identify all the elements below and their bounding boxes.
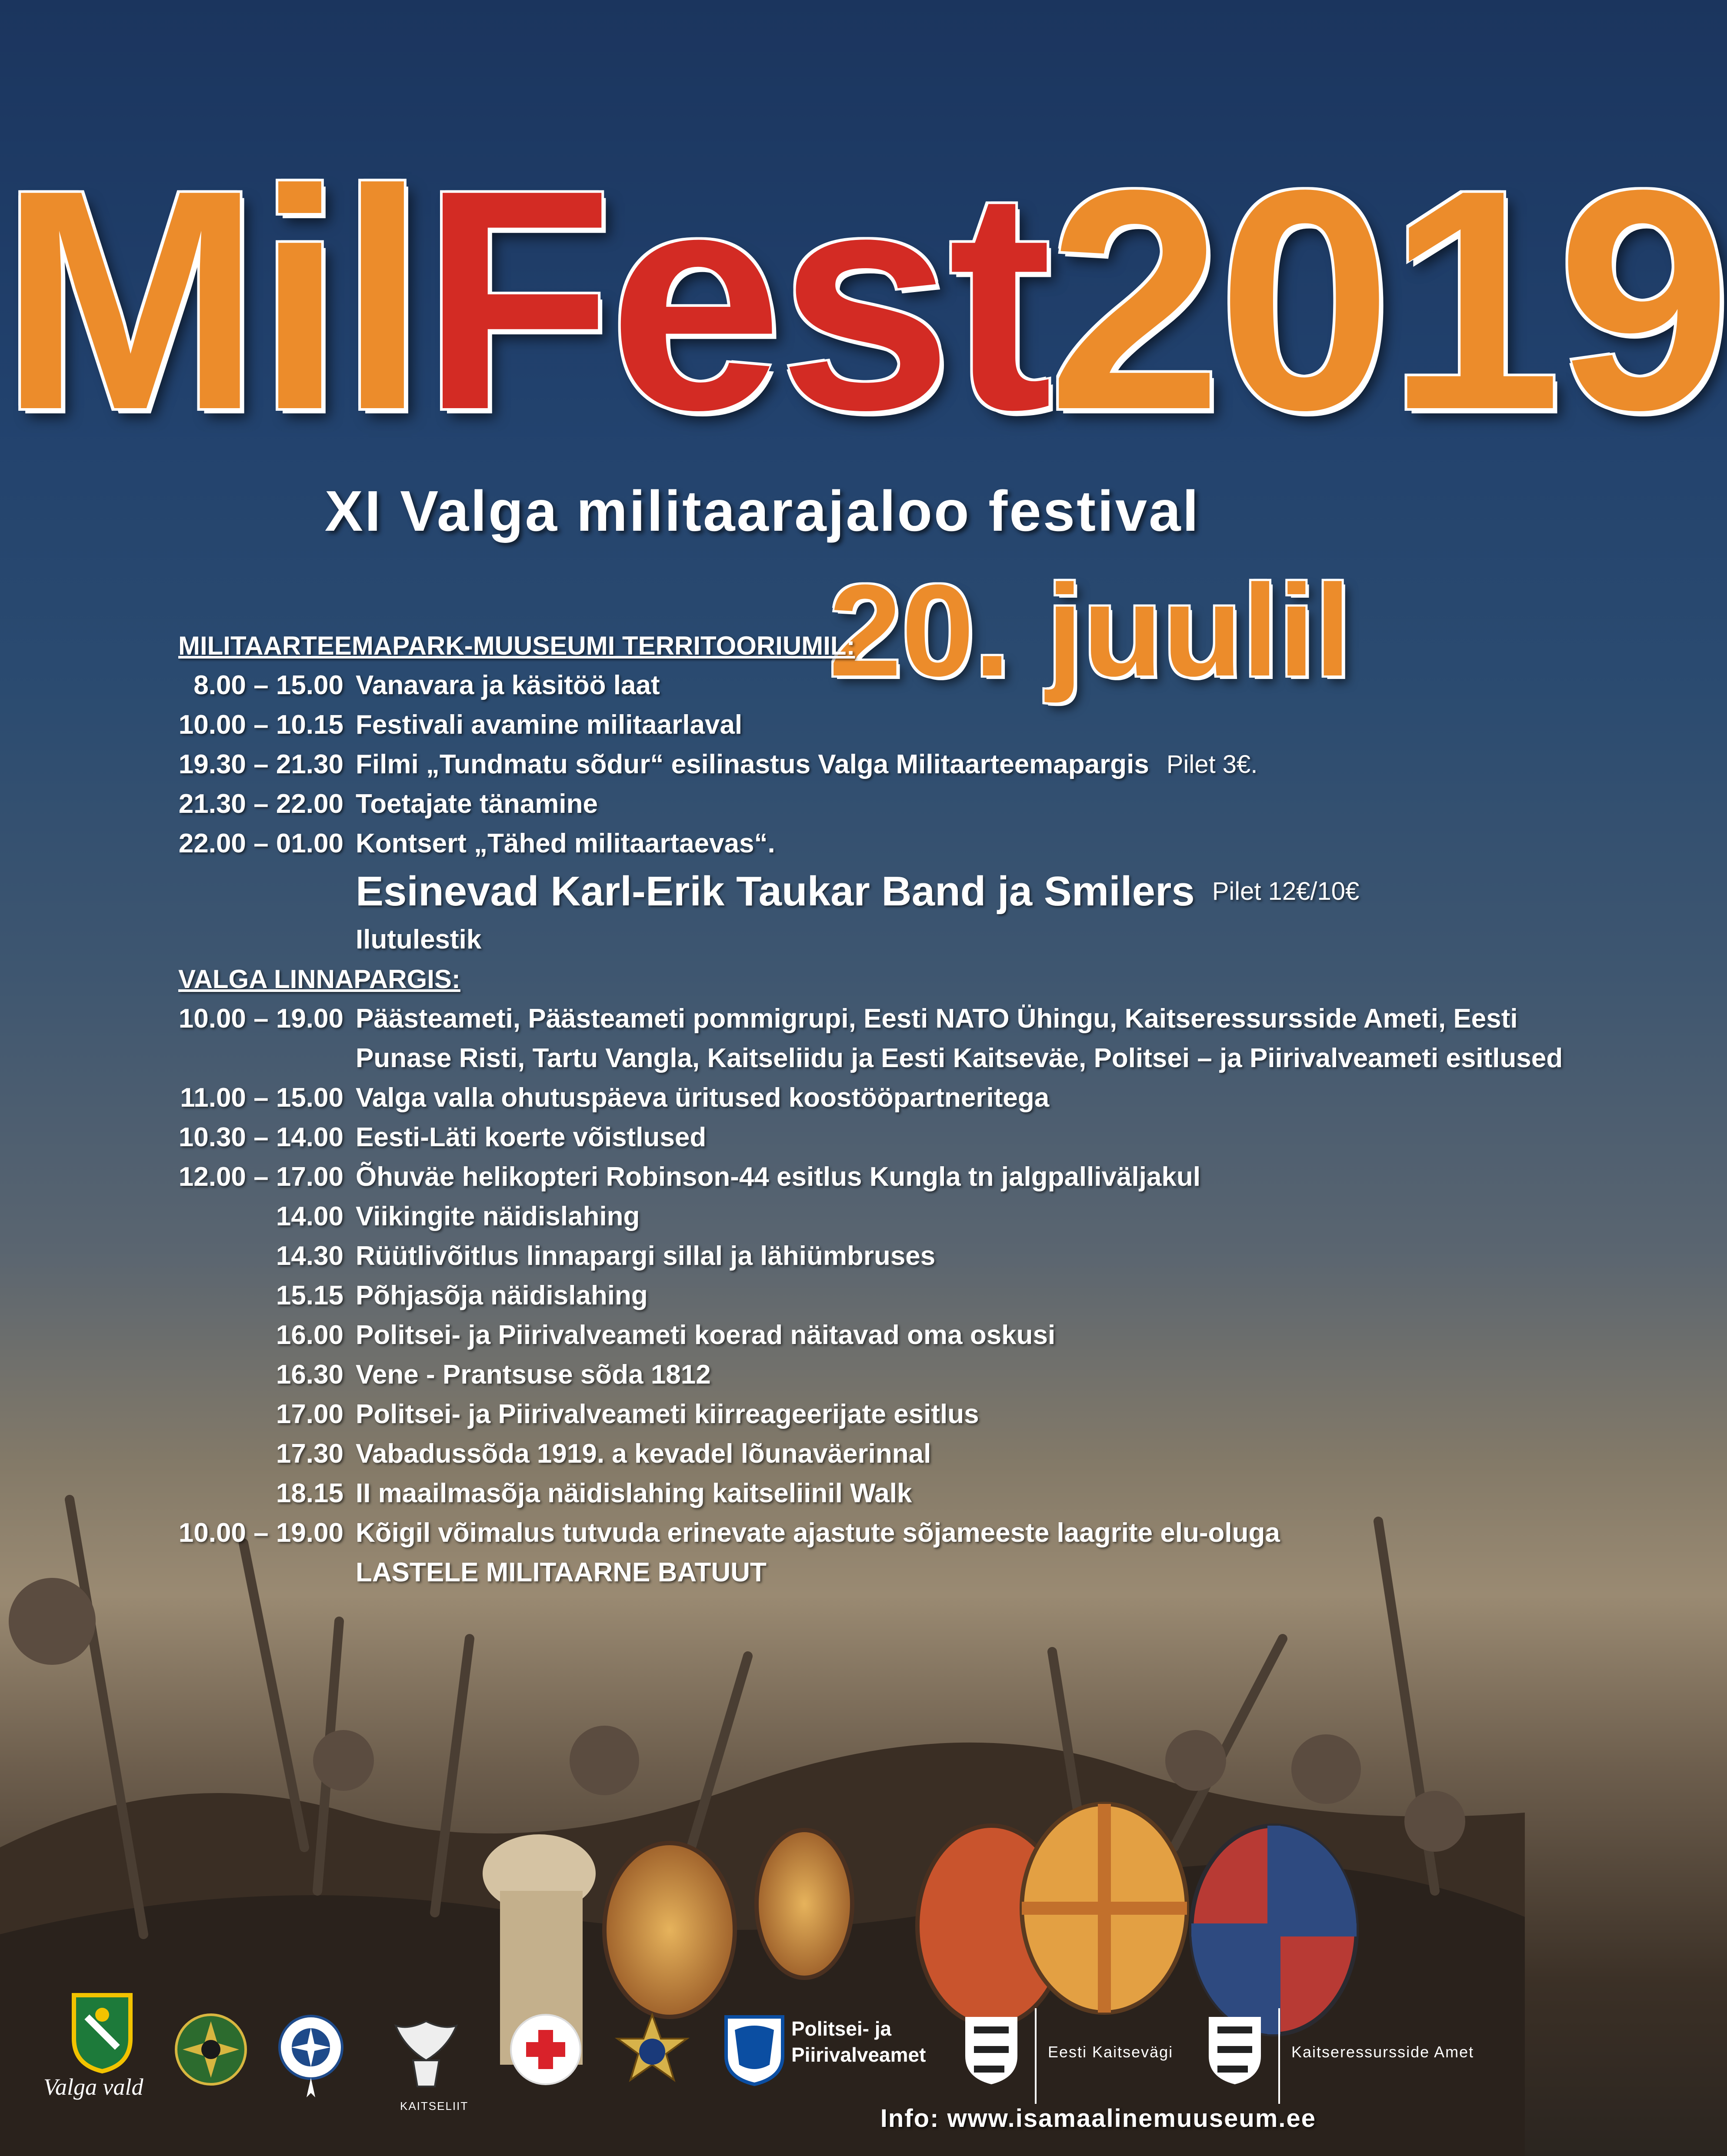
row-desc: Kontsert „Tähed militaartaevas“.: [356, 828, 775, 858]
row-desc: Vabadussõda 1919. a kevadel lõunaväerinnal: [356, 1439, 931, 1469]
schedule-row-continued: [178, 1038, 1563, 1078]
row-time: 8.00 – 15.00: [193, 670, 343, 700]
row-time: 21.30 – 22.00: [178, 789, 343, 819]
row-time: 10.00 – 10.15: [178, 710, 343, 740]
valga-vald-label: Valga vald: [43, 2074, 143, 2100]
schedule-row: [178, 1474, 1483, 1513]
schedule-row: [178, 1513, 1483, 1553]
kaitsevagi-label: Eesti Kaitsevägi: [1048, 2043, 1174, 2061]
row-desc: Kõigil võimalus tutvuda erinevate ajastute sõjameeste laagrite elu-oluga: [356, 1518, 1280, 1548]
schedule-row: [178, 1276, 1483, 1315]
row-desc: Festivali avamine militaarlaval: [356, 710, 743, 740]
prison-service-star-icon: [613, 2013, 691, 2091]
schedule-row: [178, 1315, 1483, 1355]
schedule-row: [178, 1394, 1483, 1434]
row-time: 12.00 – 17.00: [178, 1162, 343, 1192]
row-time: 11.00 – 15.00: [180, 1083, 343, 1113]
row-desc: Viikingite näidislahing: [356, 1201, 640, 1231]
kaitseliit-district-emblem-icon: [174, 2013, 248, 2086]
row-desc: Punase Risti, Tartu Vangla, Kaitseliidu ja Eesti Kaitseväe, Politsei – ja Piirivalveameti esitlused: [356, 1043, 1563, 1073]
logo-divider: [1035, 2008, 1037, 2104]
police-border-guard-shield-icon: [722, 2013, 787, 2086]
estonian-lions-coat-of-arms-icon: [961, 2013, 1022, 2086]
schedule-row: [178, 705, 1483, 745]
schedule-row: [178, 1355, 1483, 1394]
schedule-row: [178, 1236, 1483, 1276]
row-desc: Päästeameti, Päästeameti pommigrupi, Eesti NATO Ühingu, Kaitseressursside Ameti, Eesti: [356, 1004, 1518, 1034]
row-desc: Vene - Prantsuse sõda 1812: [356, 1360, 711, 1390]
row-desc: Politsei- ja Piirivalveameti koerad näitavad oma oskusi: [356, 1320, 1056, 1350]
info-website[interactable]: Info: www.isamaalinemuuseum.ee: [880, 2104, 1316, 2133]
row-desc: Eesti-Läti koerte võistlused: [356, 1122, 707, 1152]
nato-association-emblem-icon: [274, 2013, 348, 2099]
schedule-row: [178, 824, 1483, 863]
ppa-label-line1: Politsei- ja: [791, 2017, 892, 2040]
row-time: 18.15: [276, 1478, 343, 1508]
estonian-lions-coat-of-arms-icon: [1204, 2013, 1265, 2086]
row-time: 10.30 – 14.00: [178, 1122, 343, 1152]
row-desc: Valga valla ohutuspäeva üritused koostööpartneritega: [356, 1083, 1050, 1113]
row-time: 10.00 – 19.00: [178, 1518, 343, 1548]
schedule-row: [178, 1157, 1483, 1197]
red-cross-icon: [509, 2013, 583, 2086]
title-mil: Mil: [0, 125, 422, 475]
row-desc: Politsei- ja Piirivalveameti kiirreageerijate esitlus: [356, 1399, 979, 1429]
row-desc: Põhjasõja näidislahing: [356, 1281, 648, 1311]
row-time: 16.30: [276, 1360, 343, 1390]
row-desc: Õhuväe helikopteri Robinson-44 esitlus Kungla tn jalgpalliväljakul: [356, 1162, 1201, 1192]
row-desc: II maailmasõja näidislahing kaitseliinil Walk: [356, 1478, 912, 1508]
schedule-row: [178, 665, 1483, 705]
performers-row: [178, 863, 1483, 920]
kra-label: Kaitseressursside Amet: [1291, 2043, 1474, 2061]
logo-divider: [1278, 2008, 1280, 2104]
fireworks-row: [178, 920, 1483, 959]
row-time: 16.00: [276, 1320, 343, 1350]
row-time: 17.30: [276, 1439, 343, 1469]
section-heading-museum: MILITAARTEEMAPARK-MUUSEUMI TERRITOORIUMIL:: [178, 631, 855, 660]
trampoline-note: LASTELE MILITAARNE BATUUT: [356, 1557, 767, 1587]
event-date: 20. juulil: [829, 557, 1351, 703]
ppa-label-line2: Piirivalveamet: [791, 2043, 926, 2066]
row-desc: Vanavara ja käsitöö laat: [356, 670, 660, 700]
schedule-row: [178, 1197, 1483, 1236]
row-time: 14.00: [276, 1201, 343, 1231]
row-time: 10.00 – 19.00: [178, 1004, 343, 1034]
row-time: 15.15: [276, 1281, 343, 1311]
subtitle: XI Valga militaarajaloo festival: [324, 479, 1200, 543]
row-desc: Rüütlivõitlus linnapargi sillal ja lähiümbruses: [356, 1241, 936, 1271]
performers: Esinevad Karl-Erik Taukar Band ja Smilers: [356, 868, 1195, 915]
ticket-price: Pilet 3€.: [1166, 750, 1258, 779]
row-desc: Filmi „Tundmatu sõdur“ esilinastus Valga Militaarteemapargis: [356, 749, 1149, 779]
fireworks: Ilutulestik: [356, 925, 482, 955]
row-time: 17.00: [276, 1399, 343, 1429]
row-time: 19.30 – 21.30: [178, 749, 343, 779]
schedule-row: [178, 745, 1483, 784]
trampoline-row: [178, 1553, 1483, 1592]
schedule-row: [178, 1434, 1483, 1474]
row-time: 14.30: [276, 1241, 343, 1271]
sponsor-logos: [39, 1991, 1487, 2113]
kaitseliit-label: KAITSELIIT: [400, 2099, 469, 2113]
concert-ticket-price: Pilet 12€/10€: [1212, 877, 1360, 905]
row-time: 22.00 – 01.00: [178, 828, 343, 858]
title-year: 2019: [1048, 125, 1727, 475]
festival-title: [0, 125, 1727, 475]
section-heading-park: VALGA LINNAPARGIS:: [178, 965, 460, 994]
schedule-row: [178, 784, 1483, 824]
kaitseliit-eagle-icon: [383, 2013, 470, 2099]
schedule-row: [178, 1078, 1483, 1118]
title-fest: Fest: [421, 125, 1048, 475]
valga-coat-of-arms-icon: [70, 1991, 135, 2073]
program-schedule: [178, 626, 1563, 1592]
row-desc: Toetajate tänamine: [356, 789, 598, 819]
schedule-row: [178, 1118, 1483, 1157]
schedule-row: [178, 999, 1518, 1038]
